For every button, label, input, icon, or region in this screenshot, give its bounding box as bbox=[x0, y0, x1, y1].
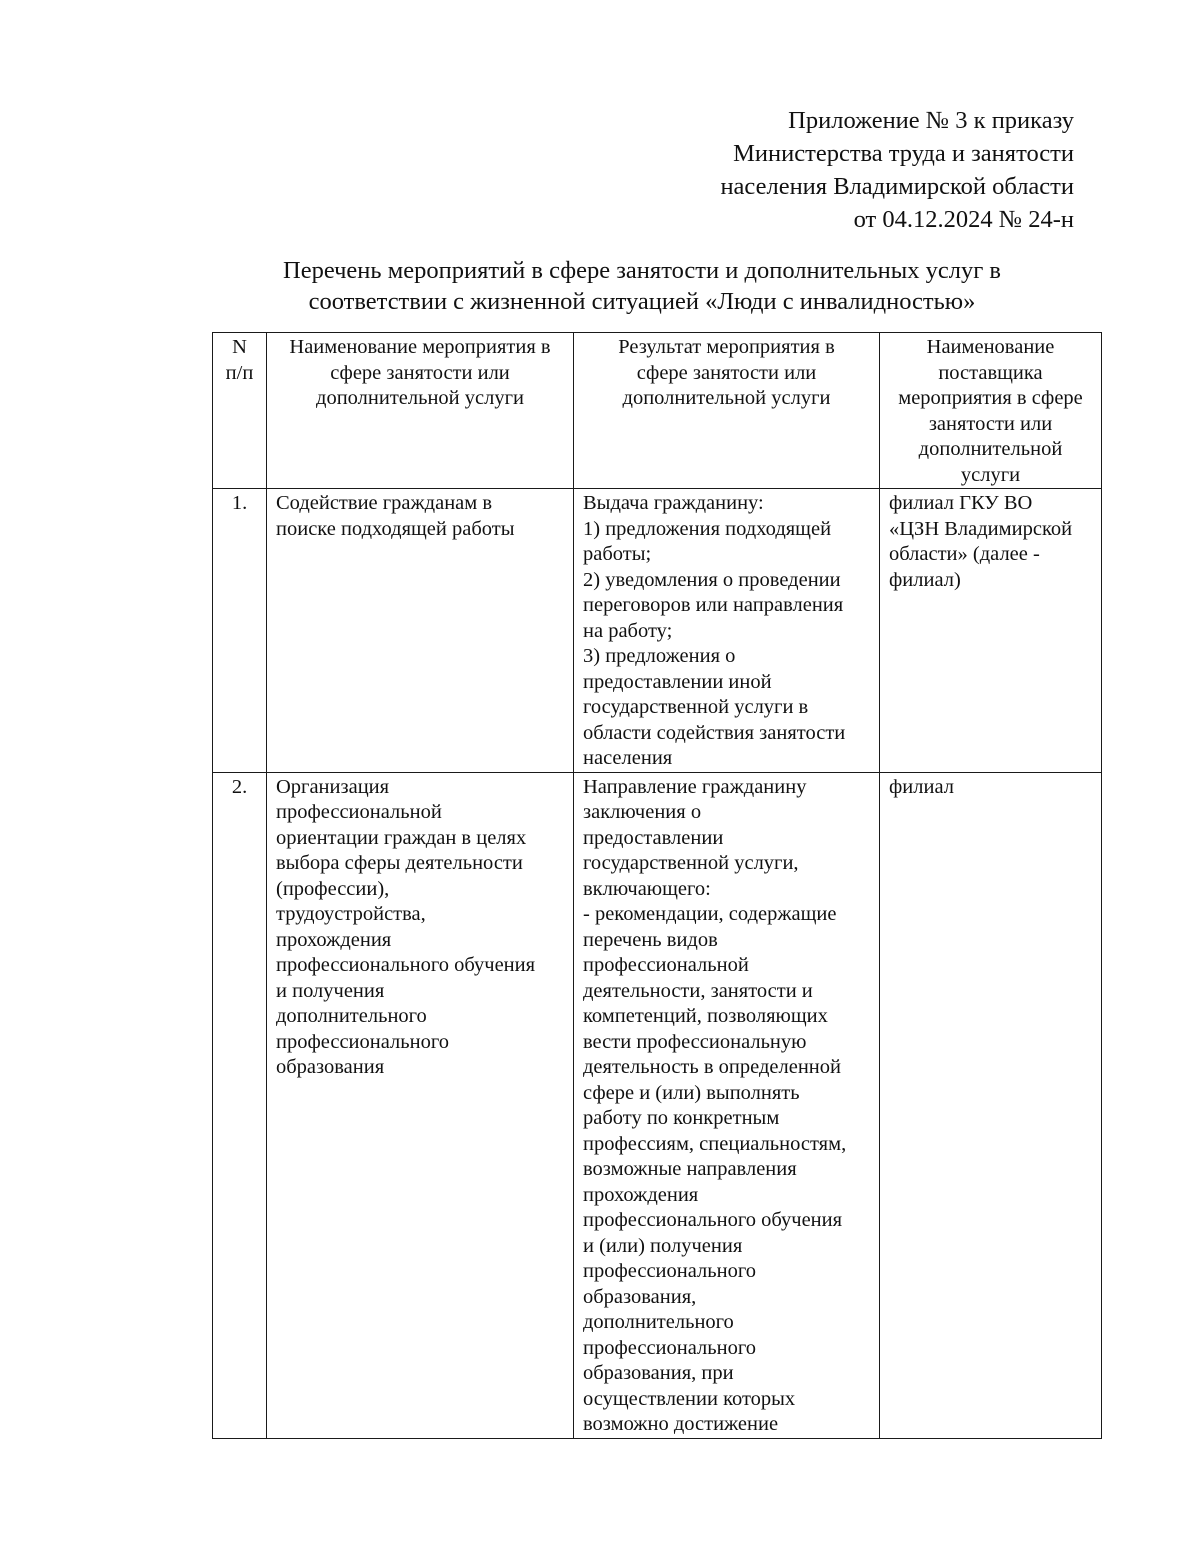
cell-line: включающего: bbox=[583, 877, 711, 900]
cell-line: компетенций, позволяющих bbox=[583, 1005, 828, 1027]
cell-line: выбора сферы деятельности bbox=[276, 852, 523, 874]
table-row bbox=[213, 772, 1102, 1438]
header-line: поставщика bbox=[938, 361, 1043, 384]
cell-line: профессионального bbox=[583, 1336, 756, 1359]
document-title-line: соответствии с жизненной ситуацией «Люди с инвалидностью» bbox=[308, 288, 976, 315]
cell-line: образования, при bbox=[583, 1362, 734, 1384]
cell-line: и получения bbox=[276, 979, 385, 1002]
cell-line: прохождения bbox=[583, 1183, 699, 1206]
cell-line: прохождения bbox=[276, 928, 392, 951]
cell-line: возможно достижение bbox=[583, 1413, 779, 1435]
row-measure-name bbox=[267, 489, 574, 773]
cell-line: 2) уведомления о проведении bbox=[583, 568, 841, 591]
cell-line: профессиям, специальностям, bbox=[583, 1132, 847, 1155]
cell-line: (профессии), bbox=[276, 877, 390, 900]
cell-line: профессионального обучения bbox=[583, 1209, 843, 1231]
cell-line: филиал ГКУ ВО bbox=[889, 492, 1033, 514]
cell-line: поиске подходящей работы bbox=[276, 517, 515, 540]
header-number bbox=[213, 333, 267, 489]
header-line: сфере занятости или bbox=[330, 361, 510, 384]
row-provider bbox=[880, 772, 1102, 1438]
cell-line: перечень видов bbox=[583, 928, 718, 951]
cell-line: государственной услуги, bbox=[583, 852, 799, 874]
appendix-line: от 04.12.2024 № 24-н bbox=[853, 206, 1074, 233]
cell-line: дополнительного bbox=[276, 1005, 427, 1027]
cell-line: Содействие гражданам в bbox=[276, 492, 493, 514]
measures-table bbox=[212, 332, 1102, 1439]
header-line: Наименование мероприятия в bbox=[289, 336, 551, 358]
cell-line: трудоустройства, bbox=[276, 903, 426, 925]
row-number: 2. bbox=[213, 772, 267, 1438]
cell-line: профессионального bbox=[276, 1030, 449, 1053]
header-line: занятости или bbox=[928, 412, 1053, 435]
header-line: N bbox=[232, 336, 247, 358]
appendix-line: Приложение № 3 к приказу bbox=[788, 107, 1074, 134]
cell-line: профессионального обучения bbox=[276, 954, 536, 976]
cell-line: Направление гражданину bbox=[583, 775, 807, 798]
cell-line: филиал) bbox=[889, 568, 961, 591]
header-line: мероприятия в сфере bbox=[898, 387, 1083, 409]
cell-line: переговоров или направления bbox=[583, 594, 844, 616]
row-measure-result bbox=[574, 772, 880, 1438]
header-line: услуги bbox=[960, 463, 1021, 486]
row-measure-name bbox=[267, 772, 574, 1438]
header-measure-result bbox=[574, 333, 880, 489]
row-number: 1. bbox=[213, 489, 267, 773]
cell-line: Выдача гражданину: bbox=[583, 492, 764, 514]
cell-line: заключения о bbox=[583, 801, 702, 823]
header-line: Наименование bbox=[926, 336, 1055, 358]
cell-line: образования, bbox=[583, 1285, 697, 1308]
row-measure-result bbox=[574, 489, 880, 773]
cell-line: области содействия занятости bbox=[583, 721, 846, 744]
cell-line: 3) предложения о bbox=[583, 645, 736, 667]
cell-line: профессиональной bbox=[276, 801, 442, 823]
header-provider bbox=[880, 333, 1102, 489]
cell-line: ориентации граждан в целях bbox=[276, 826, 527, 849]
cell-line: осуществлении которых bbox=[583, 1387, 796, 1410]
header-line: дополнительной bbox=[918, 438, 1063, 460]
cell-line: деятельности, занятости и bbox=[583, 979, 813, 1002]
table-row bbox=[213, 489, 1102, 773]
header-line: дополнительной услуги bbox=[316, 387, 524, 409]
cell-line: 1) предложения подходящей bbox=[583, 517, 832, 540]
header-line: сфере занятости или bbox=[636, 361, 817, 384]
row-provider bbox=[880, 489, 1102, 773]
document-title bbox=[212, 255, 1072, 317]
appendix-line: Министерства труда и занятости bbox=[733, 140, 1074, 167]
header-measure-name bbox=[267, 333, 574, 489]
cell-line: образования bbox=[276, 1056, 385, 1078]
header-line: п/п bbox=[225, 361, 254, 384]
cell-line: на работу; bbox=[583, 619, 673, 642]
appendix-line: населения Владимирской области bbox=[720, 173, 1074, 200]
cell-line: и (или) получения bbox=[583, 1234, 743, 1257]
cell-line: работы; bbox=[583, 543, 652, 565]
cell-line: области» (далее - bbox=[889, 543, 1040, 565]
header-line: Результат мероприятия в bbox=[618, 336, 835, 358]
cell-line: населения bbox=[583, 747, 673, 769]
cell-line: возможные направления bbox=[583, 1158, 797, 1180]
cell-line: вести профессиональную bbox=[583, 1030, 807, 1053]
cell-line: филиал bbox=[889, 775, 954, 798]
cell-line: дополнительного bbox=[583, 1311, 734, 1333]
cell-line: Организация bbox=[276, 775, 390, 798]
cell-line: работу по конкретным bbox=[583, 1107, 780, 1129]
document-title-line: Перечень мероприятий в сфере занятости и дополнительных услуг в bbox=[283, 257, 1001, 284]
cell-line: предоставлении bbox=[583, 826, 724, 849]
cell-line: предоставлении иной bbox=[583, 670, 772, 693]
cell-line: сфере и (или) выполнять bbox=[583, 1081, 800, 1104]
cell-line: «ЦЗН Владимирской bbox=[889, 517, 1073, 540]
appendix-note bbox=[720, 104, 1074, 236]
cell-line: - рекомендации, содержащие bbox=[583, 903, 837, 925]
cell-line: профессиональной bbox=[583, 954, 749, 976]
cell-line: деятельность в определенной bbox=[583, 1056, 841, 1078]
header-line: дополнительной услуги bbox=[622, 387, 831, 409]
cell-line: государственной услуги в bbox=[583, 696, 809, 718]
cell-line: профессионального bbox=[583, 1260, 756, 1282]
table-header-row bbox=[213, 333, 1102, 489]
